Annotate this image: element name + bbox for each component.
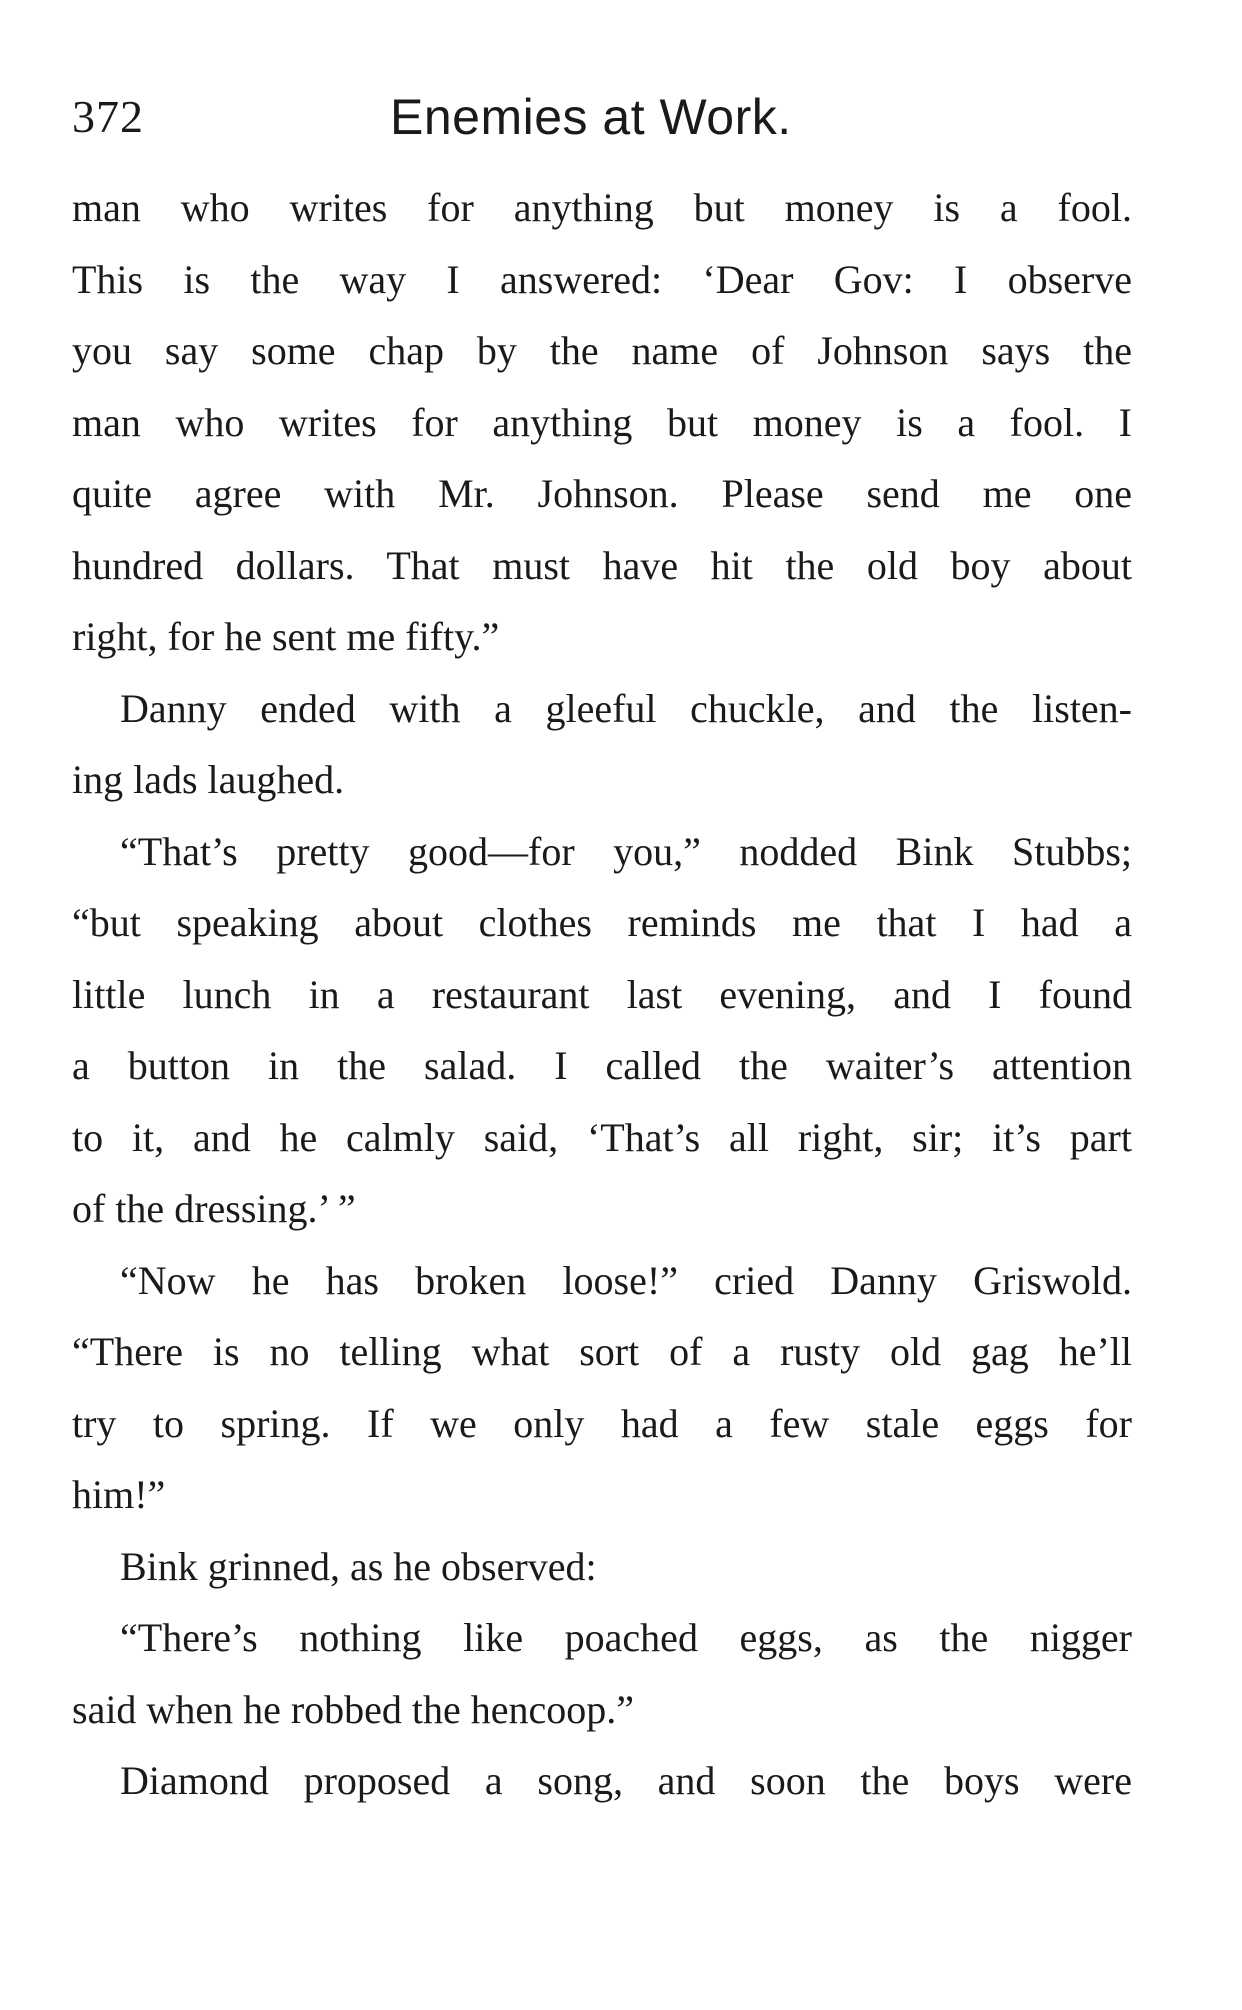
text-line: right, for he sent me fifty.” (72, 614, 500, 659)
text-line: “That’s pretty good—for you,” nodded Bink Stubbs; (120, 828, 1132, 874)
text-line: him!” (72, 1472, 166, 1517)
text-line: a button in the salad. I called the waiter’s attention (72, 1043, 1132, 1088)
text-line: man who writes for anything but money is a fool. I (72, 399, 1132, 445)
text-line: hundred dollars. That must have hit the old boy about (72, 542, 1132, 588)
text-line: said when he robbed the hencoop.” (72, 1686, 635, 1732)
text-line: Diamond proposed a song, and soon the boys were (120, 1758, 1132, 1803)
text-line: try to spring. If we only had a few stale eggs for (72, 1400, 1132, 1446)
text-line: “There is no telling what sort of a rusty old gag he’ll (72, 1329, 1132, 1374)
text-line: little lunch in a restaurant last evening, and I found (72, 971, 1132, 1017)
body-text (72, 172, 1132, 1817)
text-line: Danny ended with a gleeful chuckle, and the listen- (120, 685, 1132, 731)
text-line: “Now he has broken loose!” cried Danny Griswold. (120, 1257, 1132, 1303)
text-line: you say some chap by the name of Johnson says the (72, 328, 1132, 373)
text-line: man who writes for anything but money is a fool. (72, 185, 1132, 230)
text-line: This is the way I answered: ‘Dear Gov: I observe (72, 256, 1132, 302)
page-header (72, 82, 1132, 152)
page-number: 372 (72, 91, 144, 142)
text-line: “There’s nothing like poached eggs, as the nigger (120, 1615, 1132, 1660)
text-line: ing lads laughed. (72, 757, 345, 802)
text-line: Bink grinned, as he observed: (120, 1543, 597, 1589)
text-line: quite agree with Mr. Johnson. Please send me one (72, 471, 1132, 516)
text-line: of the dressing.’ ” (72, 1186, 356, 1231)
text-line: “but speaking about clothes reminds me that I had a (72, 900, 1132, 945)
text-line: to it, and he calmly said, ‘That’s all right, sir; it’s part (72, 1114, 1132, 1160)
running-title: Enemies at Work. (390, 89, 792, 145)
